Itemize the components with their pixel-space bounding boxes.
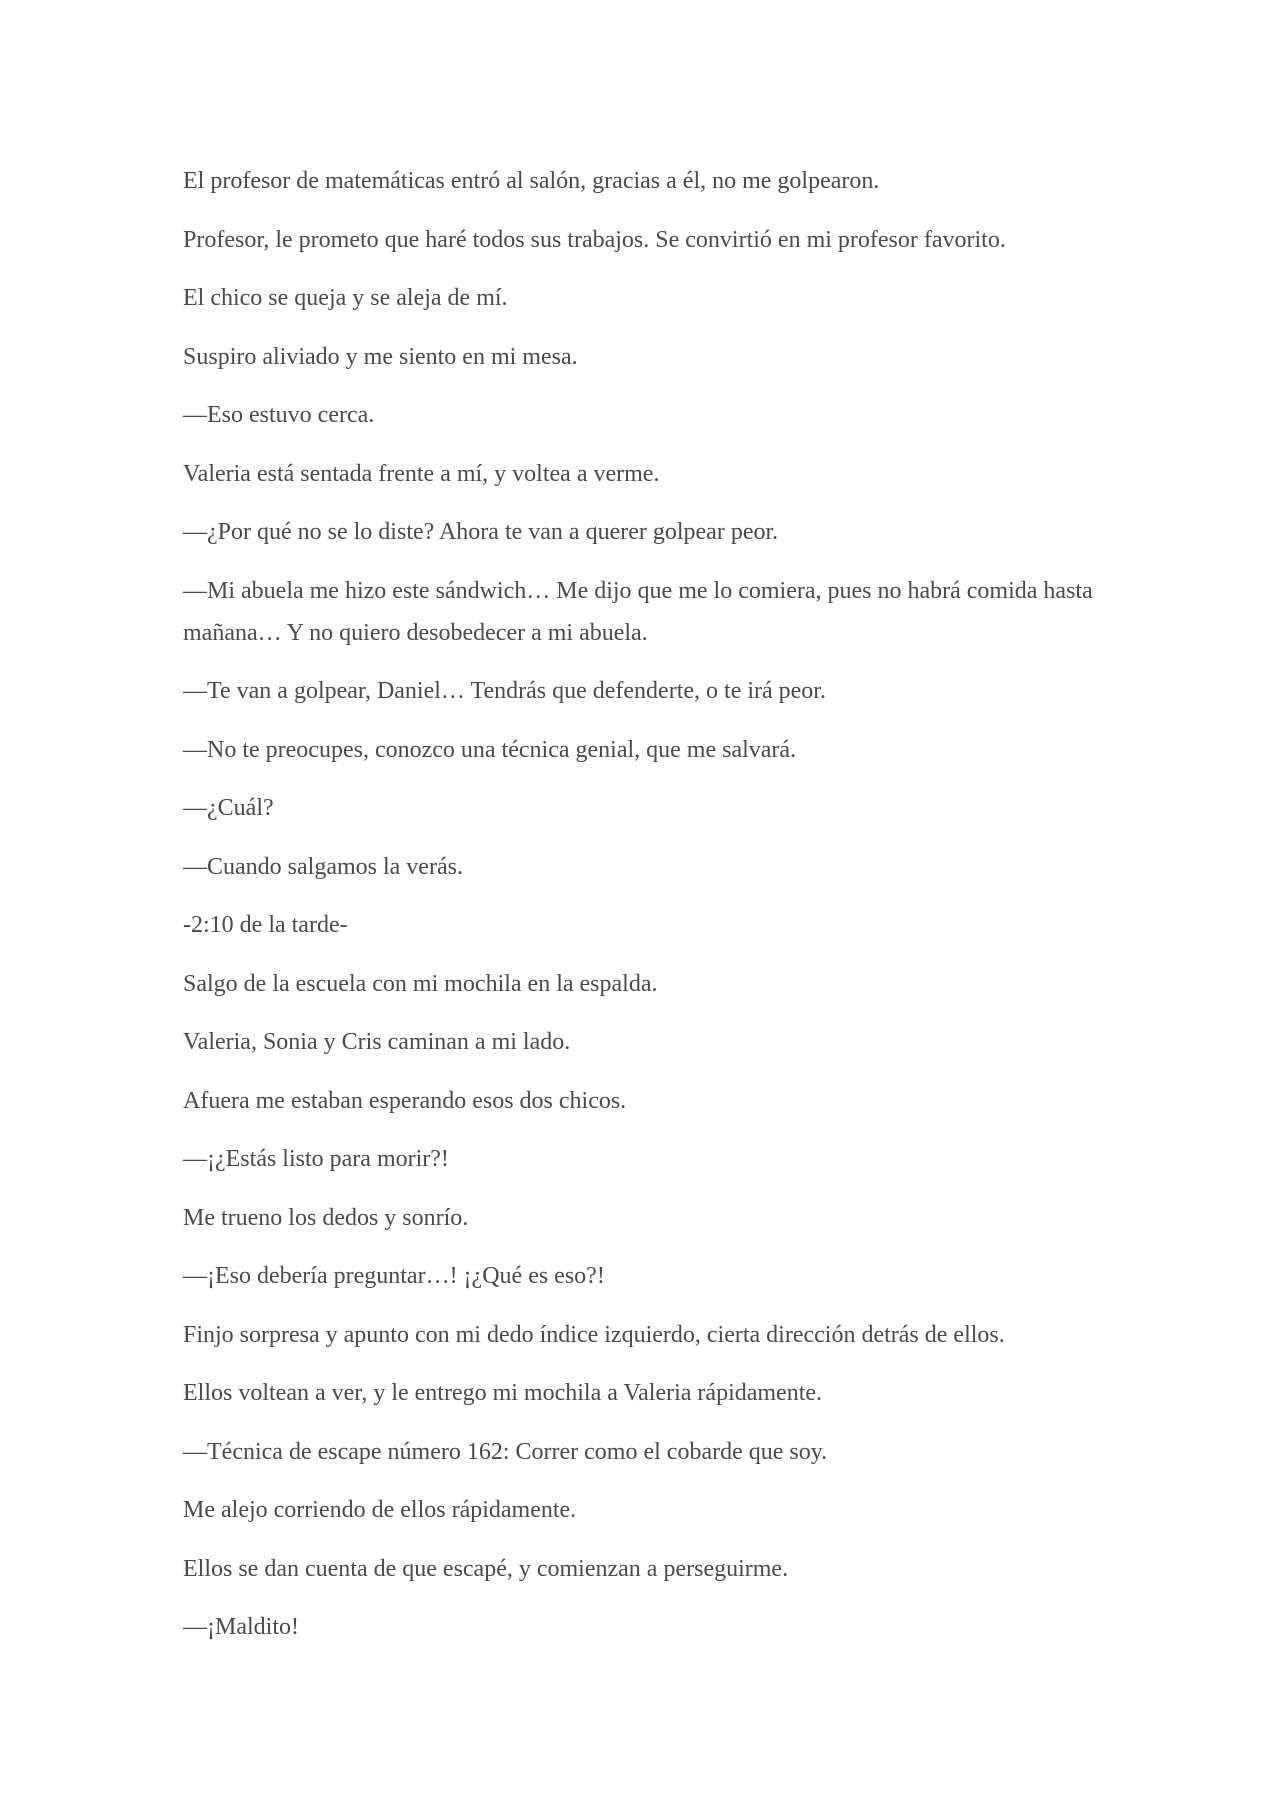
dialogue-line: —Te van a golpear, Daniel… Tendrás que defenderte, o te irá peor. xyxy=(183,678,826,704)
paragraph: El chico se queja y se aleja de mí. xyxy=(183,285,508,311)
paragraph: Me alejo corriendo de ellos rápidamente. xyxy=(183,1497,577,1523)
dialogue-line: —Eso estuvo cerca. xyxy=(183,402,375,428)
paragraph: Suspiro aliviado y me siento en mi mesa. xyxy=(183,343,578,370)
dialogue-line: —¡Eso debería preguntar…! ¡¿Qué es eso?! xyxy=(183,1263,605,1289)
paragraph: Ellos se dan cuenta de que escapé, y comienzan a perseguirme. xyxy=(183,1555,789,1582)
paragraph: Salgo de la escuela con mi mochila en la espalda. xyxy=(183,970,658,997)
dialogue-line: —¿Cuál? xyxy=(183,795,274,821)
dialogue-line: —¿Por qué no se lo diste? Ahora te van a querer golpear peor. xyxy=(183,519,779,545)
paragraph: El profesor de matemáticas entró al salón, gracias a él, no me golpearon. xyxy=(183,168,880,194)
dialogue-line: —Técnica de escape número 162: Correr como el cobarde que soy. xyxy=(183,1438,828,1465)
paragraph: Valeria está sentada frente a mí, y voltea a verme. xyxy=(183,460,660,487)
paragraph: Finjo sorpresa y apunto con mi dedo índice izquierdo, cierta dirección detrás de ellos. xyxy=(183,1321,1005,1348)
dialogue-line: —Cuando salgamos la verás. xyxy=(183,853,463,880)
dialogue-line: —Mi abuela me hizo este sándwich… Me dijo que me lo comiera, pues no habrá comida hasta mañana… Y no quiero desobedecer a mi abuela. xyxy=(183,577,1093,646)
document-body xyxy=(183,160,1103,1665)
dialogue-line: —¡¿Estás listo para morir?! xyxy=(183,1146,449,1172)
paragraph: Ellos voltean a ver, y le entrego mi mochila a Valeria rápidamente. xyxy=(183,1380,823,1406)
paragraph: Me trueno los dedos y sonrío. xyxy=(183,1204,469,1231)
dialogue-line: —¡Maldito! xyxy=(183,1614,299,1640)
paragraph: Afuera me estaban esperando esos dos chicos. xyxy=(183,1087,627,1114)
paragraph: Profesor, le prometo que haré todos sus trabajos. Se convirtió en mi profesor favorito. xyxy=(183,226,1006,253)
paragraph: Valeria, Sonia y Cris caminan a mi lado. xyxy=(183,1029,571,1055)
time-marker: -2:10 de la tarde- xyxy=(183,912,348,938)
dialogue-line: —No te preocupes, conozco una técnica genial, que me salvará. xyxy=(183,736,797,763)
